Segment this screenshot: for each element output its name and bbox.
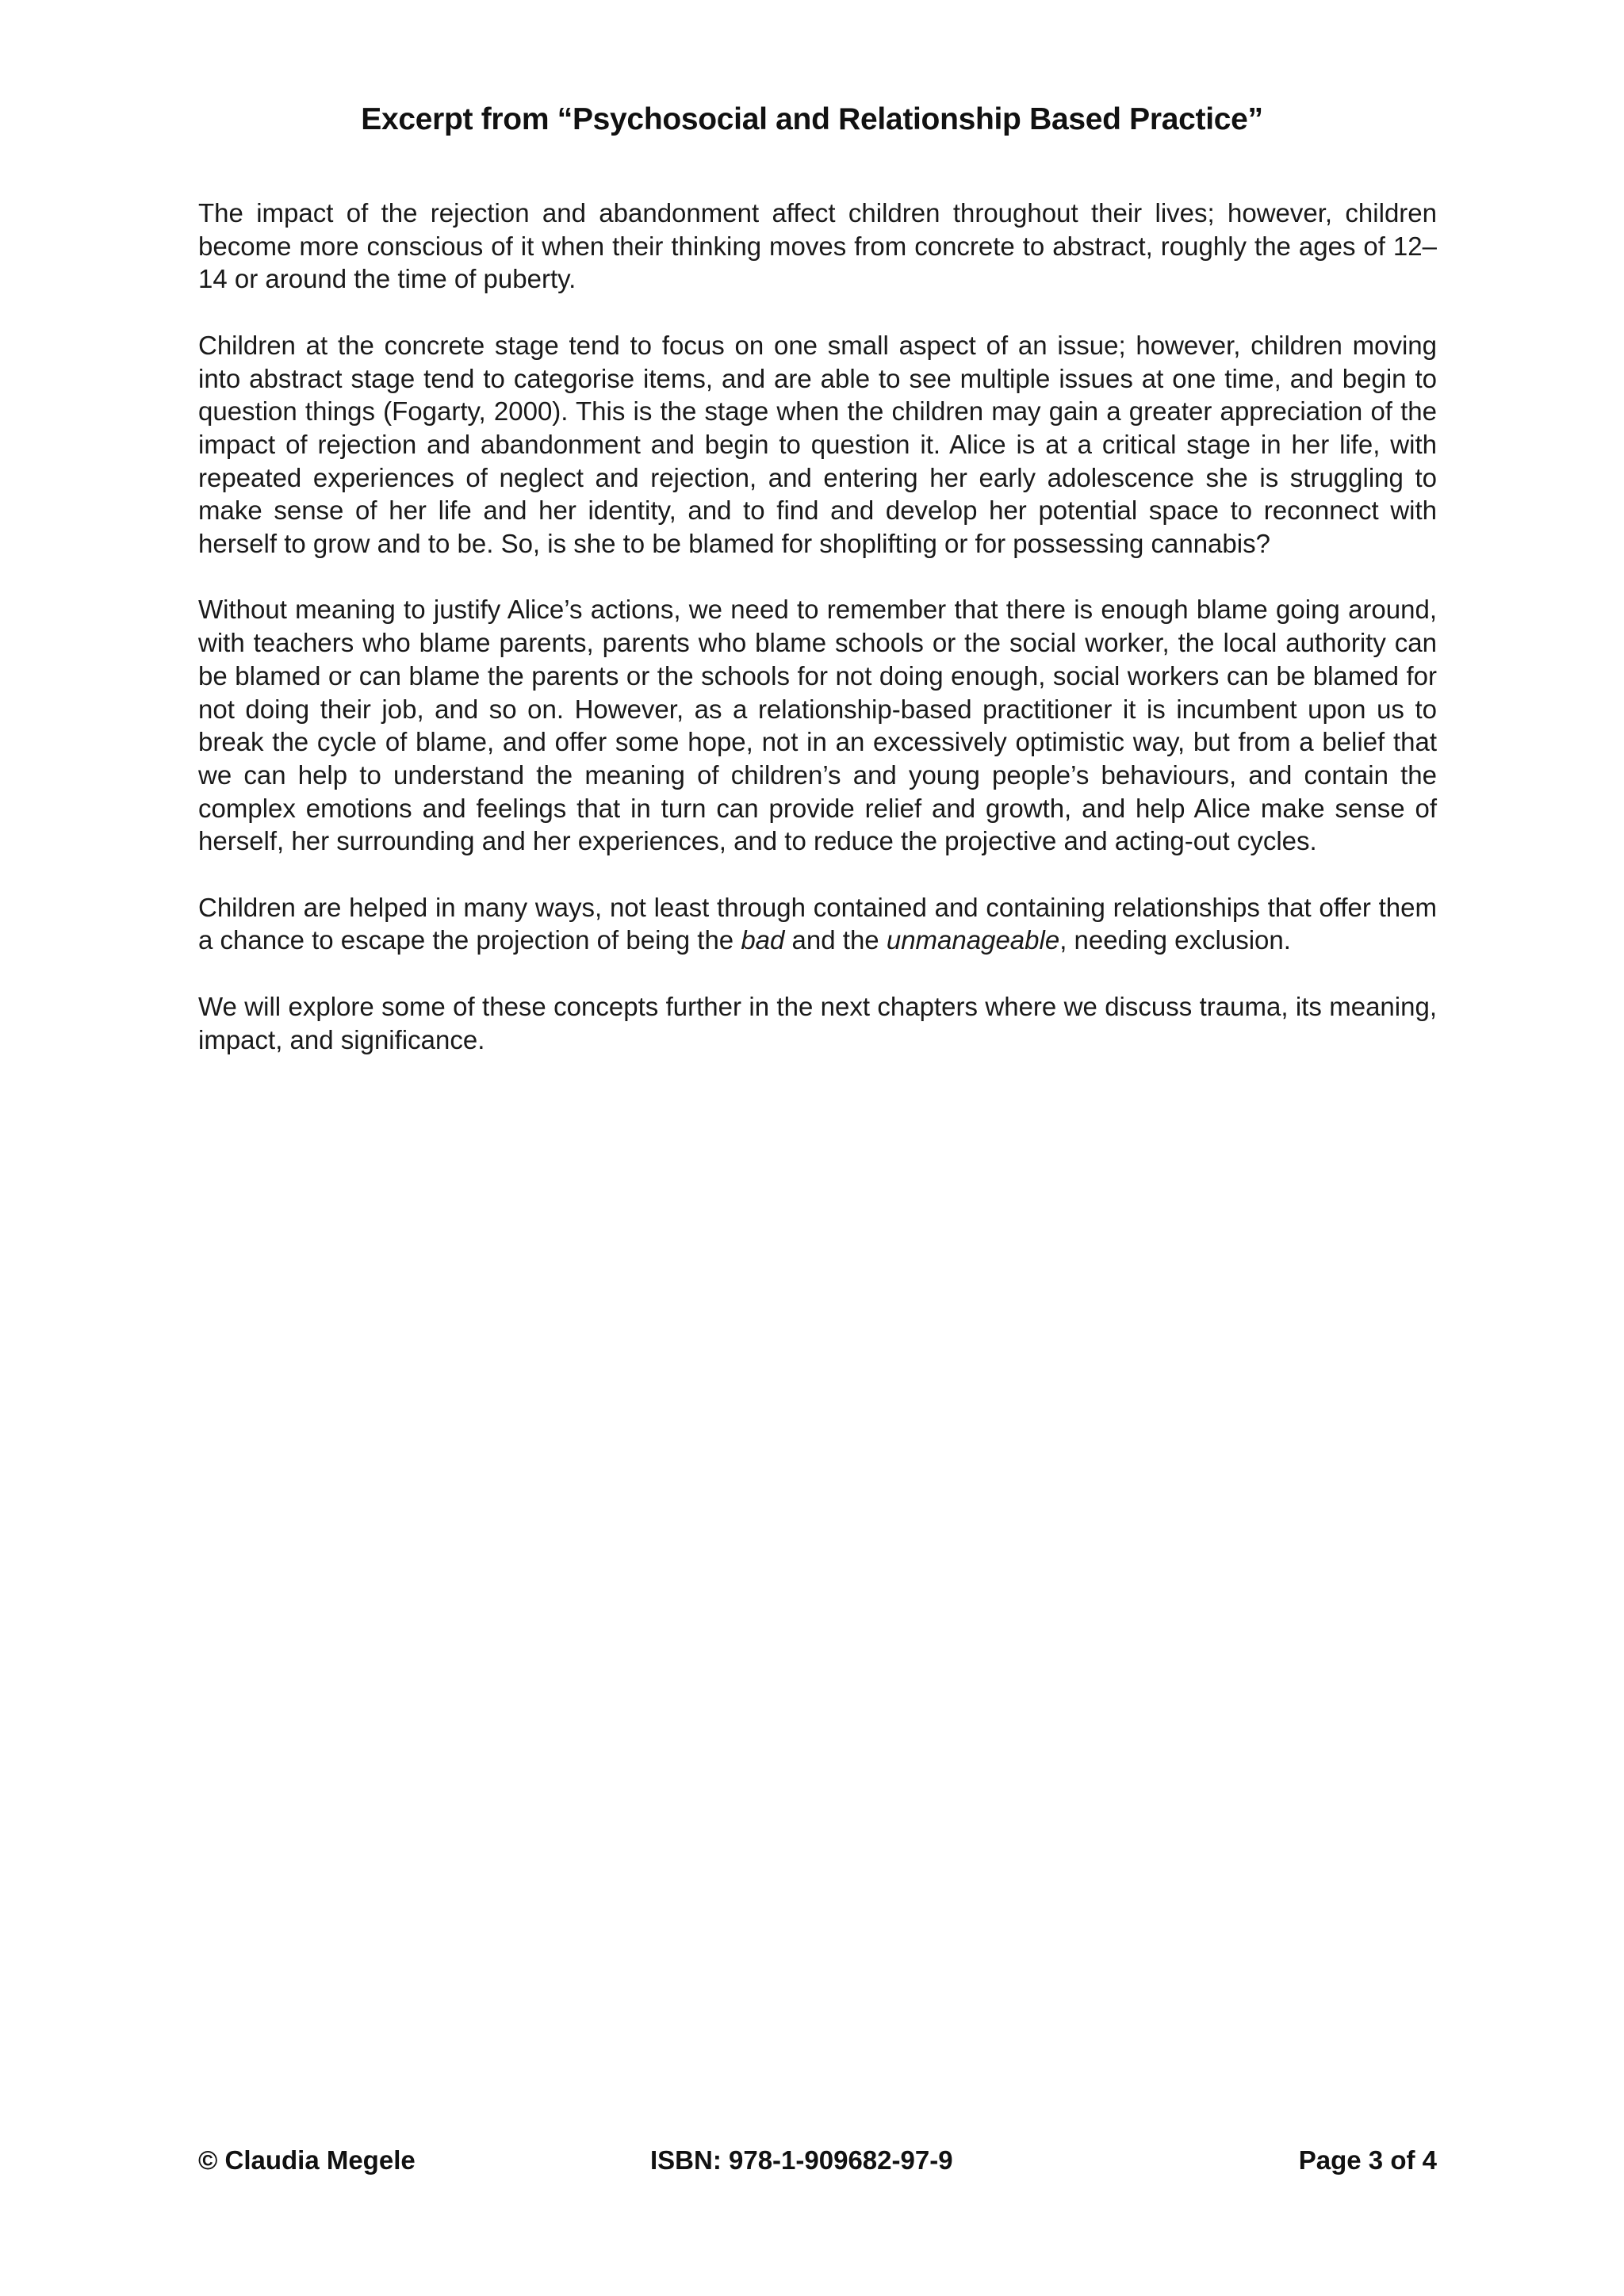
paragraph-3: Without meaning to justify Alice’s actions, we need to remember that there is enough blame going around, with teachers who blame parents, parents who blame schools or the social worker, the local authority can be blamed or can blame the parents or the schools for not doing enough, social workers can be blamed for not doing their job, and so on. However, as a relationship-based practitioner it is incumbent upon us to break the cycle of blame, and offer some hope, not in an excessively optimistic way, but from a belief that we can help to understand the meaning of children’s and young people’s behaviours, and contain the complex emotions and feelings that in turn can provide relief and growth, and help Alice make sense of herself, her surrounding and her experiences, and to reduce the projective and acting-out cycles. — [198, 595, 1437, 856]
page-title: Excerpt from “Psychosocial and Relationship Based Practice” — [361, 102, 1263, 136]
emphasis-unmanageable: unmanageable — [886, 925, 1060, 955]
paragraph-1: The impact of the rejection and abandonment affect children throughout their lives; however, children become more conscious of it when their thinking moves from concrete to abstract, roughly the ages of 12–14 or around the time of puberty. — [198, 198, 1437, 294]
footer-page-number: Page 3 of 4 — [1298, 2145, 1437, 2175]
footer-copyright: © Claudia Megele — [198, 2145, 416, 2175]
paragraph-4 — [198, 891, 1437, 957]
paragraph-5: We will explore some of these concepts further in the next chapters where we discuss trauma, its meaning, impact, and significance. — [198, 991, 1437, 1054]
document-body — [198, 197, 1437, 1056]
page-footer — [198, 2141, 1437, 2180]
paragraph-4-part-3: , needing exclusion. — [1059, 925, 1291, 955]
paragraph-4-part-1: Children are helped in many ways, not least through contained and containing relationships that offer them a chance to escape the projection of being the — [198, 892, 1437, 955]
paragraph-2: Children at the concrete stage tend to focus on one small aspect of an issue; however, children moving into abstract stage tend to categorise items, and are able to see multiple issues at one time, and begin to question things (Fogarty, 2000). This is the stage when the children may gain a greater appreciation of the impact of rejection and abandonment and begin to question it. Alice is at a critical stage in her life, with repeated experiences of neglect and rejection, and entering her early adolescence she is struggling to make sense of her life and her identity, and to find and develop her potential space to reconnect with herself to grow and to be. So, is she to be blamed for shoplifting or for possessing cannabis? — [198, 330, 1437, 559]
emphasis-bad: bad — [741, 925, 785, 955]
footer-isbn: ISBN: 978-1-909682-97-9 — [650, 2145, 953, 2175]
paragraph-4-part-2: and the — [784, 925, 887, 955]
